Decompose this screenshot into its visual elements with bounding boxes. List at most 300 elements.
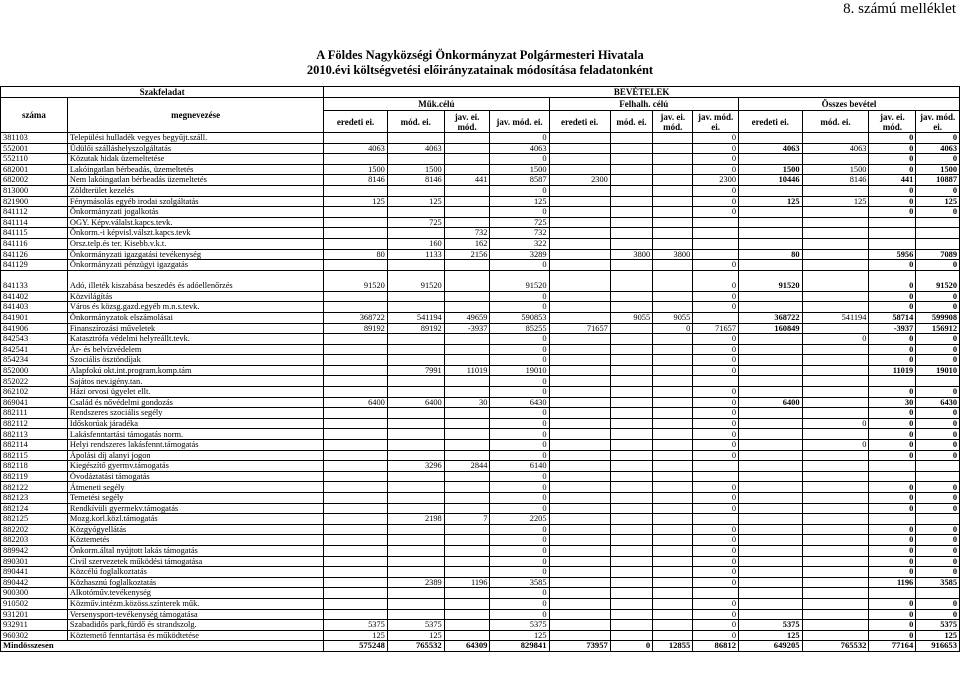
cell-value: 0 [869, 418, 916, 429]
row-name: Időskorúak járadéka [67, 418, 323, 429]
cell-value: 160 [387, 238, 444, 249]
cell-value [444, 376, 490, 387]
cell-value [444, 207, 490, 218]
cell-value: 160849 [739, 323, 803, 334]
cell-value: 0 [916, 609, 960, 620]
row-name: Temetési segély [67, 493, 323, 504]
cell-value [739, 461, 803, 472]
row-name: Lakóingatlan bérbeadás, üzemeltetés [67, 164, 323, 175]
cell-value: 0 [693, 408, 739, 419]
cell-value: 0 [693, 598, 739, 609]
cell-value: 0 [869, 207, 916, 218]
cell-value: 0 [916, 524, 960, 535]
total-value: 765532 [387, 641, 444, 652]
cell-value: 0 [490, 535, 549, 546]
cell-value: 0 [916, 387, 960, 398]
cell-value [324, 440, 388, 451]
cell-value: 0 [490, 355, 549, 366]
cell-value [802, 471, 869, 482]
cell-value: 5956 [869, 249, 916, 260]
cell-value [324, 471, 388, 482]
cell-value [739, 207, 803, 218]
cell-value [444, 556, 490, 567]
cell-value [610, 567, 652, 578]
cell-value [444, 493, 490, 504]
cell-value [324, 429, 388, 440]
cell-value: 6400 [739, 397, 803, 408]
cell-value [444, 355, 490, 366]
cell-value [739, 355, 803, 366]
cell-value [549, 609, 610, 620]
cell-value [549, 249, 610, 260]
cell-value [739, 503, 803, 514]
table-row [1, 185, 960, 196]
cell-value: 125 [802, 196, 869, 207]
cell-value: 3585 [916, 577, 960, 588]
row-code: 882118 [1, 461, 68, 472]
cell-value: 2844 [444, 461, 490, 472]
cell-value: 368722 [324, 312, 388, 323]
cell-value [653, 567, 693, 578]
cell-value: 0 [869, 355, 916, 366]
row-name: Alapfokú okt.int.program.komp.tám [67, 365, 323, 376]
cell-value: 0 [869, 270, 916, 291]
cell-value [387, 524, 444, 535]
cell-value [444, 408, 490, 419]
cell-value: 0 [693, 164, 739, 175]
cell-value [549, 577, 610, 588]
row-name: Család és nővédelmi gondozás [67, 397, 323, 408]
cell-value [549, 355, 610, 366]
cell-value: 0 [869, 185, 916, 196]
cell-value: 1500 [916, 164, 960, 175]
cell-value [802, 217, 869, 228]
row-name: Kiegészítő gyermv.támogatás [67, 461, 323, 472]
cell-value: 0 [869, 164, 916, 175]
cell-value [549, 493, 610, 504]
row-code: 682002 [1, 175, 68, 186]
cell-value: 0 [869, 620, 916, 631]
cell-value: 0 [490, 440, 549, 451]
cell-value: 0 [693, 291, 739, 302]
cell-value: 8587 [490, 175, 549, 186]
row-name: Önkormányzati igazgatási tevékenység [67, 249, 323, 260]
cell-value [324, 408, 388, 419]
cell-value [693, 249, 739, 260]
cell-value: 1500 [739, 164, 803, 175]
cell-value: 0 [490, 524, 549, 535]
row-name: Zöldterület kezelés [67, 185, 323, 196]
title-line-2: 2010.évi költségvetési előirányzatainak módosítása feladatonként [306, 63, 654, 77]
cell-value: 125 [916, 630, 960, 641]
row-name: Átmeneti segély [67, 482, 323, 493]
cell-value: 0 [490, 408, 549, 419]
table-row [1, 260, 960, 271]
cell-value [653, 397, 693, 408]
cell-value [802, 514, 869, 525]
cell-value [653, 291, 693, 302]
row-name: Finanszírozási műveletek [67, 323, 323, 334]
cell-value [387, 133, 444, 144]
budget-table [0, 86, 960, 652]
cell-value [869, 376, 916, 387]
cell-value [610, 185, 652, 196]
total-value: 86812 [693, 641, 739, 652]
cell-value: 0 [916, 567, 960, 578]
cell-value: 0 [916, 302, 960, 313]
cell-value [444, 185, 490, 196]
subheader-felh-1: mód. ei. [610, 111, 652, 133]
cell-value: 0 [693, 493, 739, 504]
cell-value: 0 [693, 334, 739, 345]
cell-value: 0 [869, 556, 916, 567]
cell-value [610, 493, 652, 504]
row-code: 552110 [1, 154, 68, 165]
cell-value: 1500 [490, 164, 549, 175]
cell-value [444, 418, 490, 429]
cell-value: 125 [490, 630, 549, 641]
cell-value [739, 334, 803, 345]
cell-value: 71657 [693, 323, 739, 334]
cell-value [444, 524, 490, 535]
cell-value: 0 [869, 440, 916, 451]
cell-value [653, 630, 693, 641]
table-row [1, 493, 960, 504]
cell-value: 0 [693, 355, 739, 366]
cell-value [916, 217, 960, 228]
cell-value: 125 [387, 196, 444, 207]
row-code: 890441 [1, 567, 68, 578]
subheader-ossz-3: jav. mód. ei. [916, 111, 960, 133]
cell-value [444, 535, 490, 546]
cell-value [739, 598, 803, 609]
cell-value [549, 567, 610, 578]
cell-value [802, 270, 869, 291]
cell-value [610, 196, 652, 207]
cell-value: 0 [693, 503, 739, 514]
cell-value [653, 154, 693, 165]
row-name: Közutak hidak üzemeltetése [67, 154, 323, 165]
table-row [1, 164, 960, 175]
cell-value: 0 [869, 429, 916, 440]
table-row [1, 577, 960, 588]
cell-value [610, 471, 652, 482]
cell-value: 725 [387, 217, 444, 228]
cell-value [324, 217, 388, 228]
cell-value [387, 260, 444, 271]
row-code: 882113 [1, 429, 68, 440]
total-value: 829841 [490, 641, 549, 652]
cell-value [916, 471, 960, 482]
cell-value [653, 609, 693, 620]
cell-value: 10887 [916, 175, 960, 186]
table-row [1, 429, 960, 440]
cell-value [549, 630, 610, 641]
cell-value [387, 429, 444, 440]
cell-value [610, 355, 652, 366]
cell-value [444, 302, 490, 313]
cell-value [549, 238, 610, 249]
row-name: Ár- és belvízvédelem [67, 344, 323, 355]
cell-value [549, 185, 610, 196]
row-code: 841901 [1, 312, 68, 323]
cell-value: 0 [693, 535, 739, 546]
cell-value [549, 482, 610, 493]
cell-value [444, 440, 490, 451]
cell-value [549, 598, 610, 609]
row-code: 821900 [1, 196, 68, 207]
cell-value [610, 260, 652, 271]
cell-value [387, 503, 444, 514]
cell-value: 0 [693, 609, 739, 620]
table-row [1, 630, 960, 641]
cell-value [444, 503, 490, 514]
cell-value: 1500 [324, 164, 388, 175]
cell-value [802, 323, 869, 334]
cell-value: 0 [869, 196, 916, 207]
table-row [1, 535, 960, 546]
cell-value [653, 334, 693, 345]
cell-value: 590853 [490, 312, 549, 323]
cell-value [739, 408, 803, 419]
cell-value: 6140 [490, 461, 549, 472]
subheader-felh-0: eredeti ei. [549, 111, 610, 133]
cell-value: 725 [490, 217, 549, 228]
cell-value [549, 514, 610, 525]
cell-value [387, 344, 444, 355]
cell-value [653, 238, 693, 249]
cell-value [610, 535, 652, 546]
row-code: 841402 [1, 291, 68, 302]
cell-value: 89192 [387, 323, 444, 334]
cell-value: 6400 [324, 397, 388, 408]
cell-value [610, 207, 652, 218]
cell-value: 0 [916, 291, 960, 302]
cell-value [653, 387, 693, 398]
cell-value: 125 [387, 630, 444, 641]
table-row [1, 440, 960, 451]
cell-value [610, 545, 652, 556]
cell-value [324, 524, 388, 535]
cell-value [739, 556, 803, 567]
cell-value: 0 [693, 185, 739, 196]
table-row [1, 397, 960, 408]
row-code: 841133 [1, 270, 68, 291]
cell-value [324, 567, 388, 578]
cell-value [739, 344, 803, 355]
table-row [1, 524, 960, 535]
cell-value: 0 [693, 207, 739, 218]
cell-value: 0 [490, 185, 549, 196]
cell-value [324, 238, 388, 249]
table-row [1, 175, 960, 186]
cell-value: 0 [916, 545, 960, 556]
total-value: 0 [610, 641, 652, 652]
row-name: Szabadidős park,fürdő és strandszolg. [67, 620, 323, 631]
cell-value: 0 [693, 270, 739, 291]
row-code: 882111 [1, 408, 68, 419]
cell-value [802, 482, 869, 493]
row-name: Ápolási díj alanyi jogon [67, 450, 323, 461]
cell-value: 0 [869, 503, 916, 514]
cell-value: 0 [693, 387, 739, 398]
cell-value: 19010 [490, 365, 549, 376]
cell-value [739, 588, 803, 599]
cell-value [324, 260, 388, 271]
total-value: 64309 [444, 641, 490, 652]
cell-value [444, 471, 490, 482]
cell-value [653, 302, 693, 313]
cell-value [653, 408, 693, 419]
row-name: Katasztrófa védelmi helyreállt.tevk. [67, 334, 323, 345]
cell-value [444, 143, 490, 154]
cell-value: 0 [490, 154, 549, 165]
cell-value [324, 535, 388, 546]
cell-value [802, 493, 869, 504]
cell-value: 0 [869, 387, 916, 398]
cell-value: 4063 [802, 143, 869, 154]
row-name: Fénymásolás egyéb irodai szolgáltatás [67, 196, 323, 207]
row-code: 842543 [1, 334, 68, 345]
cell-value [653, 545, 693, 556]
cell-value [387, 545, 444, 556]
cell-value [324, 228, 388, 239]
cell-value [739, 567, 803, 578]
cell-value [739, 418, 803, 429]
cell-value [739, 493, 803, 504]
cell-value [324, 556, 388, 567]
cell-value [802, 207, 869, 218]
cell-value: 0 [916, 598, 960, 609]
cell-value: 0 [490, 503, 549, 514]
cell-value: 1133 [387, 249, 444, 260]
table-row [1, 291, 960, 302]
cell-value [444, 260, 490, 271]
cell-value: 0 [693, 440, 739, 451]
cell-value [739, 482, 803, 493]
row-name: Házi orvosi ügyelet ellt. [67, 387, 323, 398]
cell-value [387, 609, 444, 620]
row-name: Lakásfenntartási támogatás norm. [67, 429, 323, 440]
cell-value: 0 [693, 545, 739, 556]
cell-value: 19010 [916, 365, 960, 376]
cell-value: 0 [869, 630, 916, 641]
row-code: 890442 [1, 577, 68, 588]
cell-value [610, 323, 652, 334]
row-name: Alkotóműv.tevékenység [67, 588, 323, 599]
cell-value [610, 577, 652, 588]
cell-value [610, 143, 652, 154]
cell-value: 0 [490, 598, 549, 609]
cell-value [444, 344, 490, 355]
cell-value: 8146 [387, 175, 444, 186]
cell-value [444, 291, 490, 302]
cell-value: 0 [802, 334, 869, 345]
cell-value: 0 [869, 609, 916, 620]
cell-value [693, 471, 739, 482]
cell-value [653, 355, 693, 366]
cell-value [610, 482, 652, 493]
total-value: 73957 [549, 641, 610, 652]
row-code: 381103 [1, 133, 68, 144]
cell-value: 0 [490, 334, 549, 345]
cell-value: 30 [869, 397, 916, 408]
cell-value [653, 143, 693, 154]
cell-value [739, 514, 803, 525]
cell-value [869, 514, 916, 525]
cell-value: 91520 [324, 270, 388, 291]
row-name: Közvilágítás [67, 291, 323, 302]
table-row [1, 334, 960, 345]
cell-value [739, 450, 803, 461]
cell-value [549, 334, 610, 345]
cell-value [739, 217, 803, 228]
cell-value: 0 [916, 556, 960, 567]
cell-value [739, 577, 803, 588]
row-code: 841115 [1, 228, 68, 239]
cell-value [869, 471, 916, 482]
cell-value: 541194 [387, 312, 444, 323]
cell-value [324, 545, 388, 556]
subheader-ossz-2: jav. ei. mód. [869, 111, 916, 133]
cell-value: 9055 [610, 312, 652, 323]
cell-value: 2205 [490, 514, 549, 525]
cell-value [802, 598, 869, 609]
cell-value [610, 133, 652, 144]
cell-value [802, 302, 869, 313]
cell-value [324, 133, 388, 144]
cell-value: 322 [490, 238, 549, 249]
cell-value [549, 397, 610, 408]
cell-value [549, 503, 610, 514]
cell-value [549, 556, 610, 567]
cell-value [653, 450, 693, 461]
cell-value [802, 249, 869, 260]
cell-value [653, 493, 693, 504]
cell-value: 8146 [802, 175, 869, 186]
cell-value [739, 609, 803, 620]
cell-value: 4063 [387, 143, 444, 154]
cell-value: 8146 [324, 175, 388, 186]
row-code: 841112 [1, 207, 68, 218]
row-name: Város és közsg.gazd.egyéb m.n.s.tevk. [67, 302, 323, 313]
table-row [1, 408, 960, 419]
cell-value: 0 [693, 154, 739, 165]
cell-value [653, 175, 693, 186]
cell-value [549, 365, 610, 376]
row-code: 852000 [1, 365, 68, 376]
cell-value [549, 450, 610, 461]
cell-value: 0 [693, 450, 739, 461]
row-code: 852022 [1, 376, 68, 387]
table-header [1, 87, 960, 133]
cell-value [802, 291, 869, 302]
subheader-muk-2: jav. ei. mód. [444, 111, 490, 133]
cell-value: 0 [916, 408, 960, 419]
cell-value [802, 365, 869, 376]
cell-value: 4063 [490, 143, 549, 154]
cell-value [802, 620, 869, 631]
cell-value: 0 [490, 133, 549, 144]
cell-value [387, 376, 444, 387]
table-row [1, 196, 960, 207]
cell-value [802, 429, 869, 440]
cell-value [653, 482, 693, 493]
cell-value [324, 365, 388, 376]
cell-value [549, 270, 610, 291]
cell-value [549, 312, 610, 323]
cell-value [324, 503, 388, 514]
